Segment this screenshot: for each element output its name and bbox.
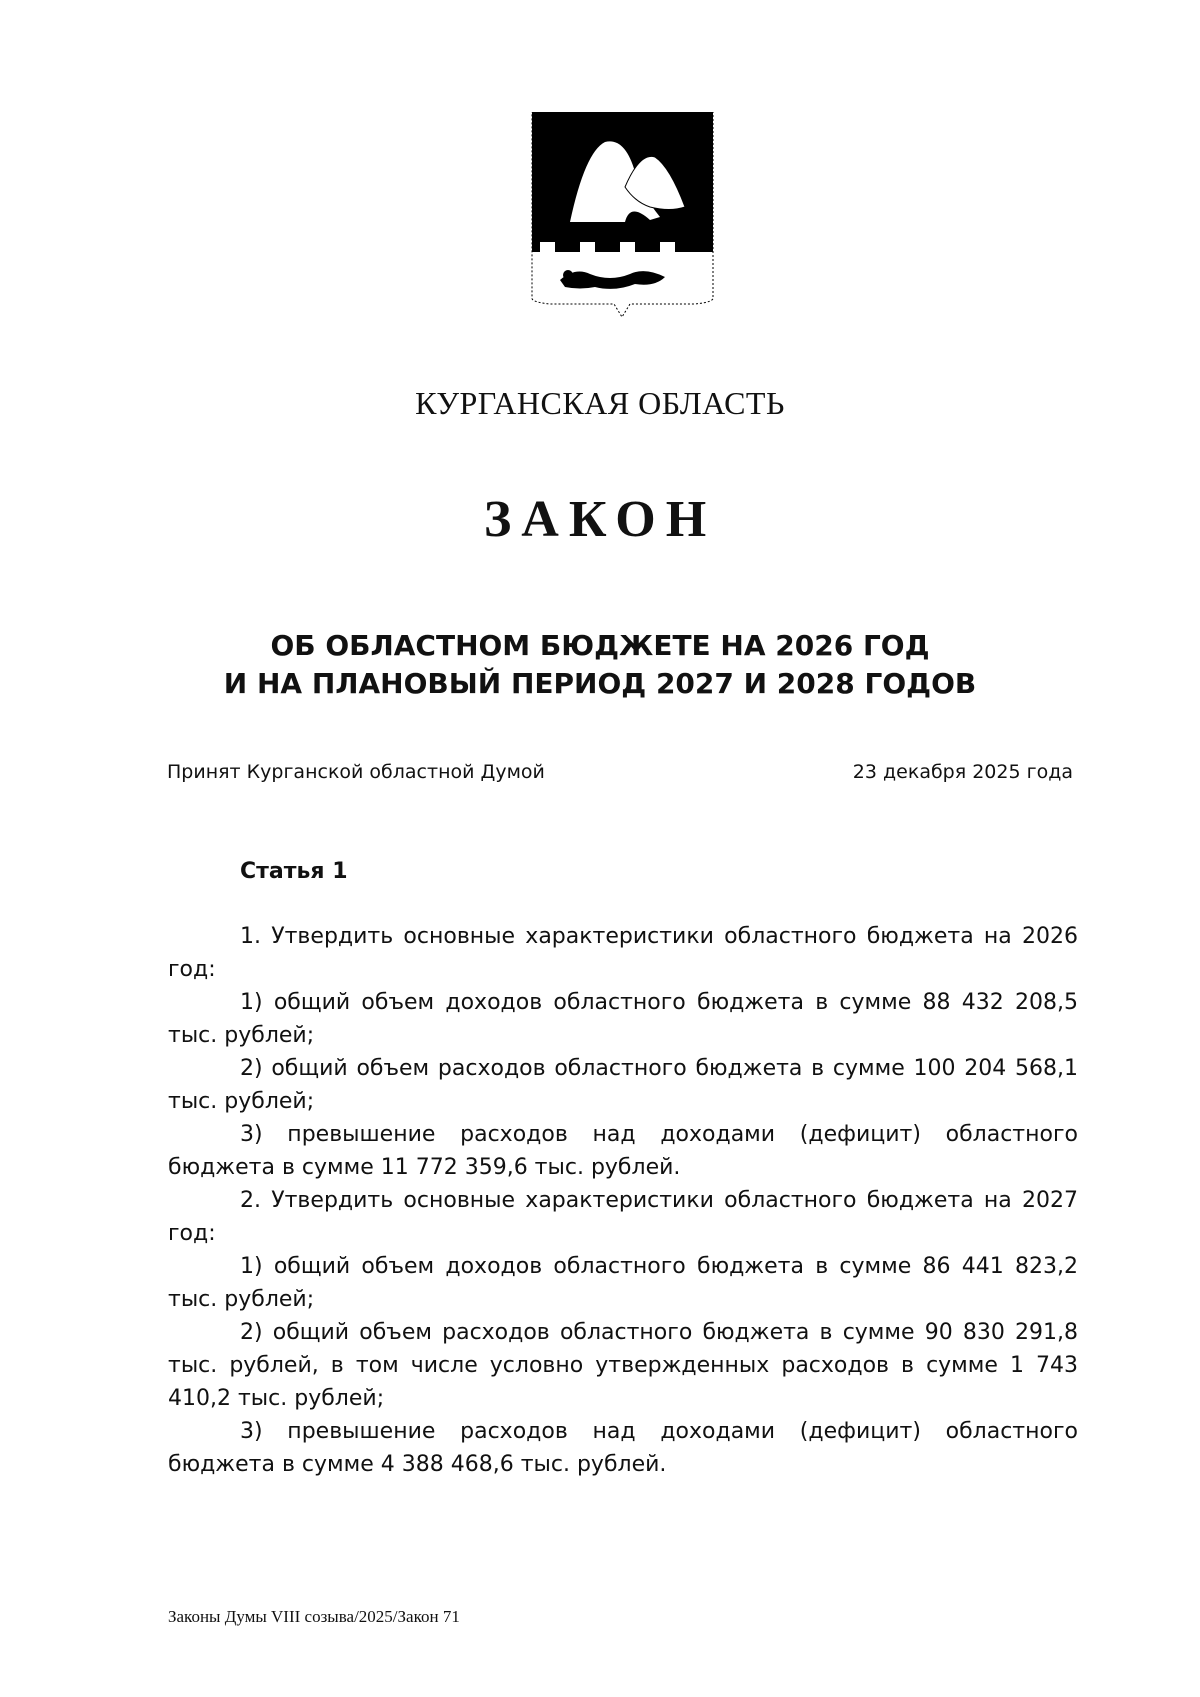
paragraph: 2) общий объем расходов областного бюджета в сумме 100 204 568,1 тыс. рублей; (168, 1056, 1078, 1114)
law-title-line-1: ОБ ОБЛАСТНОМ БЮДЖЕТЕ НА 2026 ГОД (270, 629, 930, 662)
paragraph: 1) общий объем доходов областного бюджета в сумме 86 441 823,2 тыс. рублей; (168, 1254, 1078, 1312)
paragraph: 1. Утвердить основные характеристики областного бюджета на 2026 год: (168, 924, 1078, 982)
paragraph: 2) общий объем расходов областного бюджета в сумме 90 830 291,8 тыс. рублей, в том числе условно утвержденных расходов в сумме 1 743 410,2 тыс. рублей; (168, 1320, 1078, 1411)
region-name: КУРГАНСКАЯ ОБЛАСТЬ (415, 385, 785, 421)
adoption-date: 23 декабря 2025 года (852, 761, 1073, 783)
paragraph: 2. Утвердить основные характеристики областного бюджета на 2027 год: (168, 1188, 1078, 1246)
paragraph: 1) общий объем доходов областного бюджета в сумме 88 432 208,5 тыс. рублей; (168, 990, 1078, 1048)
article-heading: Статья 1 (240, 859, 348, 884)
paragraph: 3) превышение расходов над доходами (дефицит) областного бюджета в сумме 4 388 468,6 тыс. рублей. (168, 1419, 1078, 1477)
adopted-by: Принят Курганской областной Думой (167, 761, 545, 783)
law-title-line-2: И НА ПЛАНОВЫЙ ПЕРИОД 2027 И 2028 ГОДОВ (223, 667, 977, 700)
document-footer: Законы Думы VIII созыва/2025/Закон 71 (168, 1607, 460, 1626)
article-body (168, 920, 1078, 1481)
law-title (0, 627, 1200, 703)
document-type: ЗАКОН (483, 491, 717, 548)
paragraph: 3) превышение расходов над доходами (дефицит) областного бюджета в сумме 11 772 359,6 тыс. рублей. (168, 1122, 1078, 1180)
kurgan-coat-of-arms-icon (530, 112, 715, 352)
